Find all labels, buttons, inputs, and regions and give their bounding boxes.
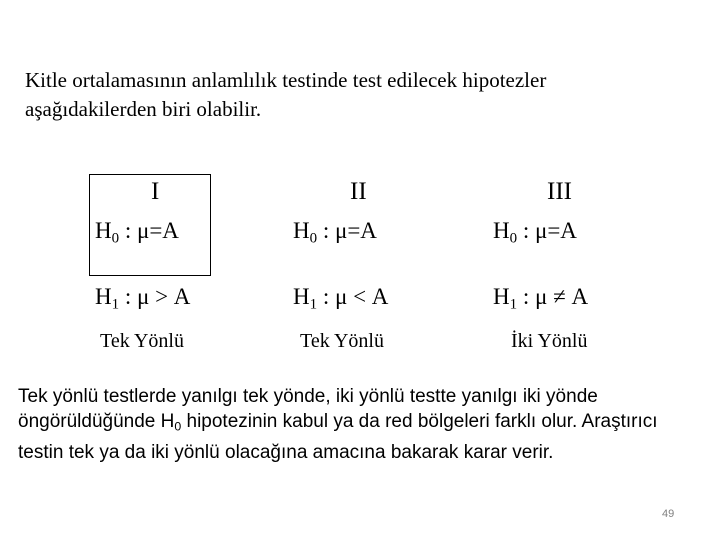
column-numeral: III <box>547 178 572 205</box>
intro-text <box>25 66 705 124</box>
test-type-label: Tek Yönlü <box>300 330 384 352</box>
page-number: 49 <box>662 508 675 520</box>
null-hypothesis: $H_0$ : μ=A <box>293 218 377 247</box>
hypothesis-column-one <box>95 178 255 352</box>
column-numeral: I <box>151 178 160 205</box>
intro-line-1: Kitle ortalamasının anlamlılık testinde test edilecek hipotezler <box>25 68 547 92</box>
alternative-hypothesis: $H_1$ : μ > A <box>95 284 191 313</box>
null-hypothesis: $H_0$ : μ=A <box>493 218 577 247</box>
column-numeral: II <box>350 178 367 205</box>
hypothesis-column-two <box>293 178 453 352</box>
intro-line-2: aşağıdakilerden biri olabilir. <box>25 97 262 121</box>
test-type-label: İki Yönlü <box>511 330 588 352</box>
explanation-paragraph: Tek yönlü testlerde yanılgı tek yönde, iki yönlü testte yanılgı iki yönde öngörüldüğünde $H_0$ hipotezinin kabul ya da red bölgeleri farklı olur. Araştırıcı testin tek ya da iki yönlü olacağına amacına bakarak karar verir. <box>18 386 658 463</box>
alternative-hypothesis: $H_1$ : μ ≠ A <box>493 284 589 313</box>
alternative-hypothesis: $H_1$ : μ < A <box>293 284 389 313</box>
null-hypothesis: $H_0$ : μ=A <box>95 218 179 247</box>
hypothesis-column-three <box>493 178 653 352</box>
test-type-label: Tek Yönlü <box>100 330 184 352</box>
